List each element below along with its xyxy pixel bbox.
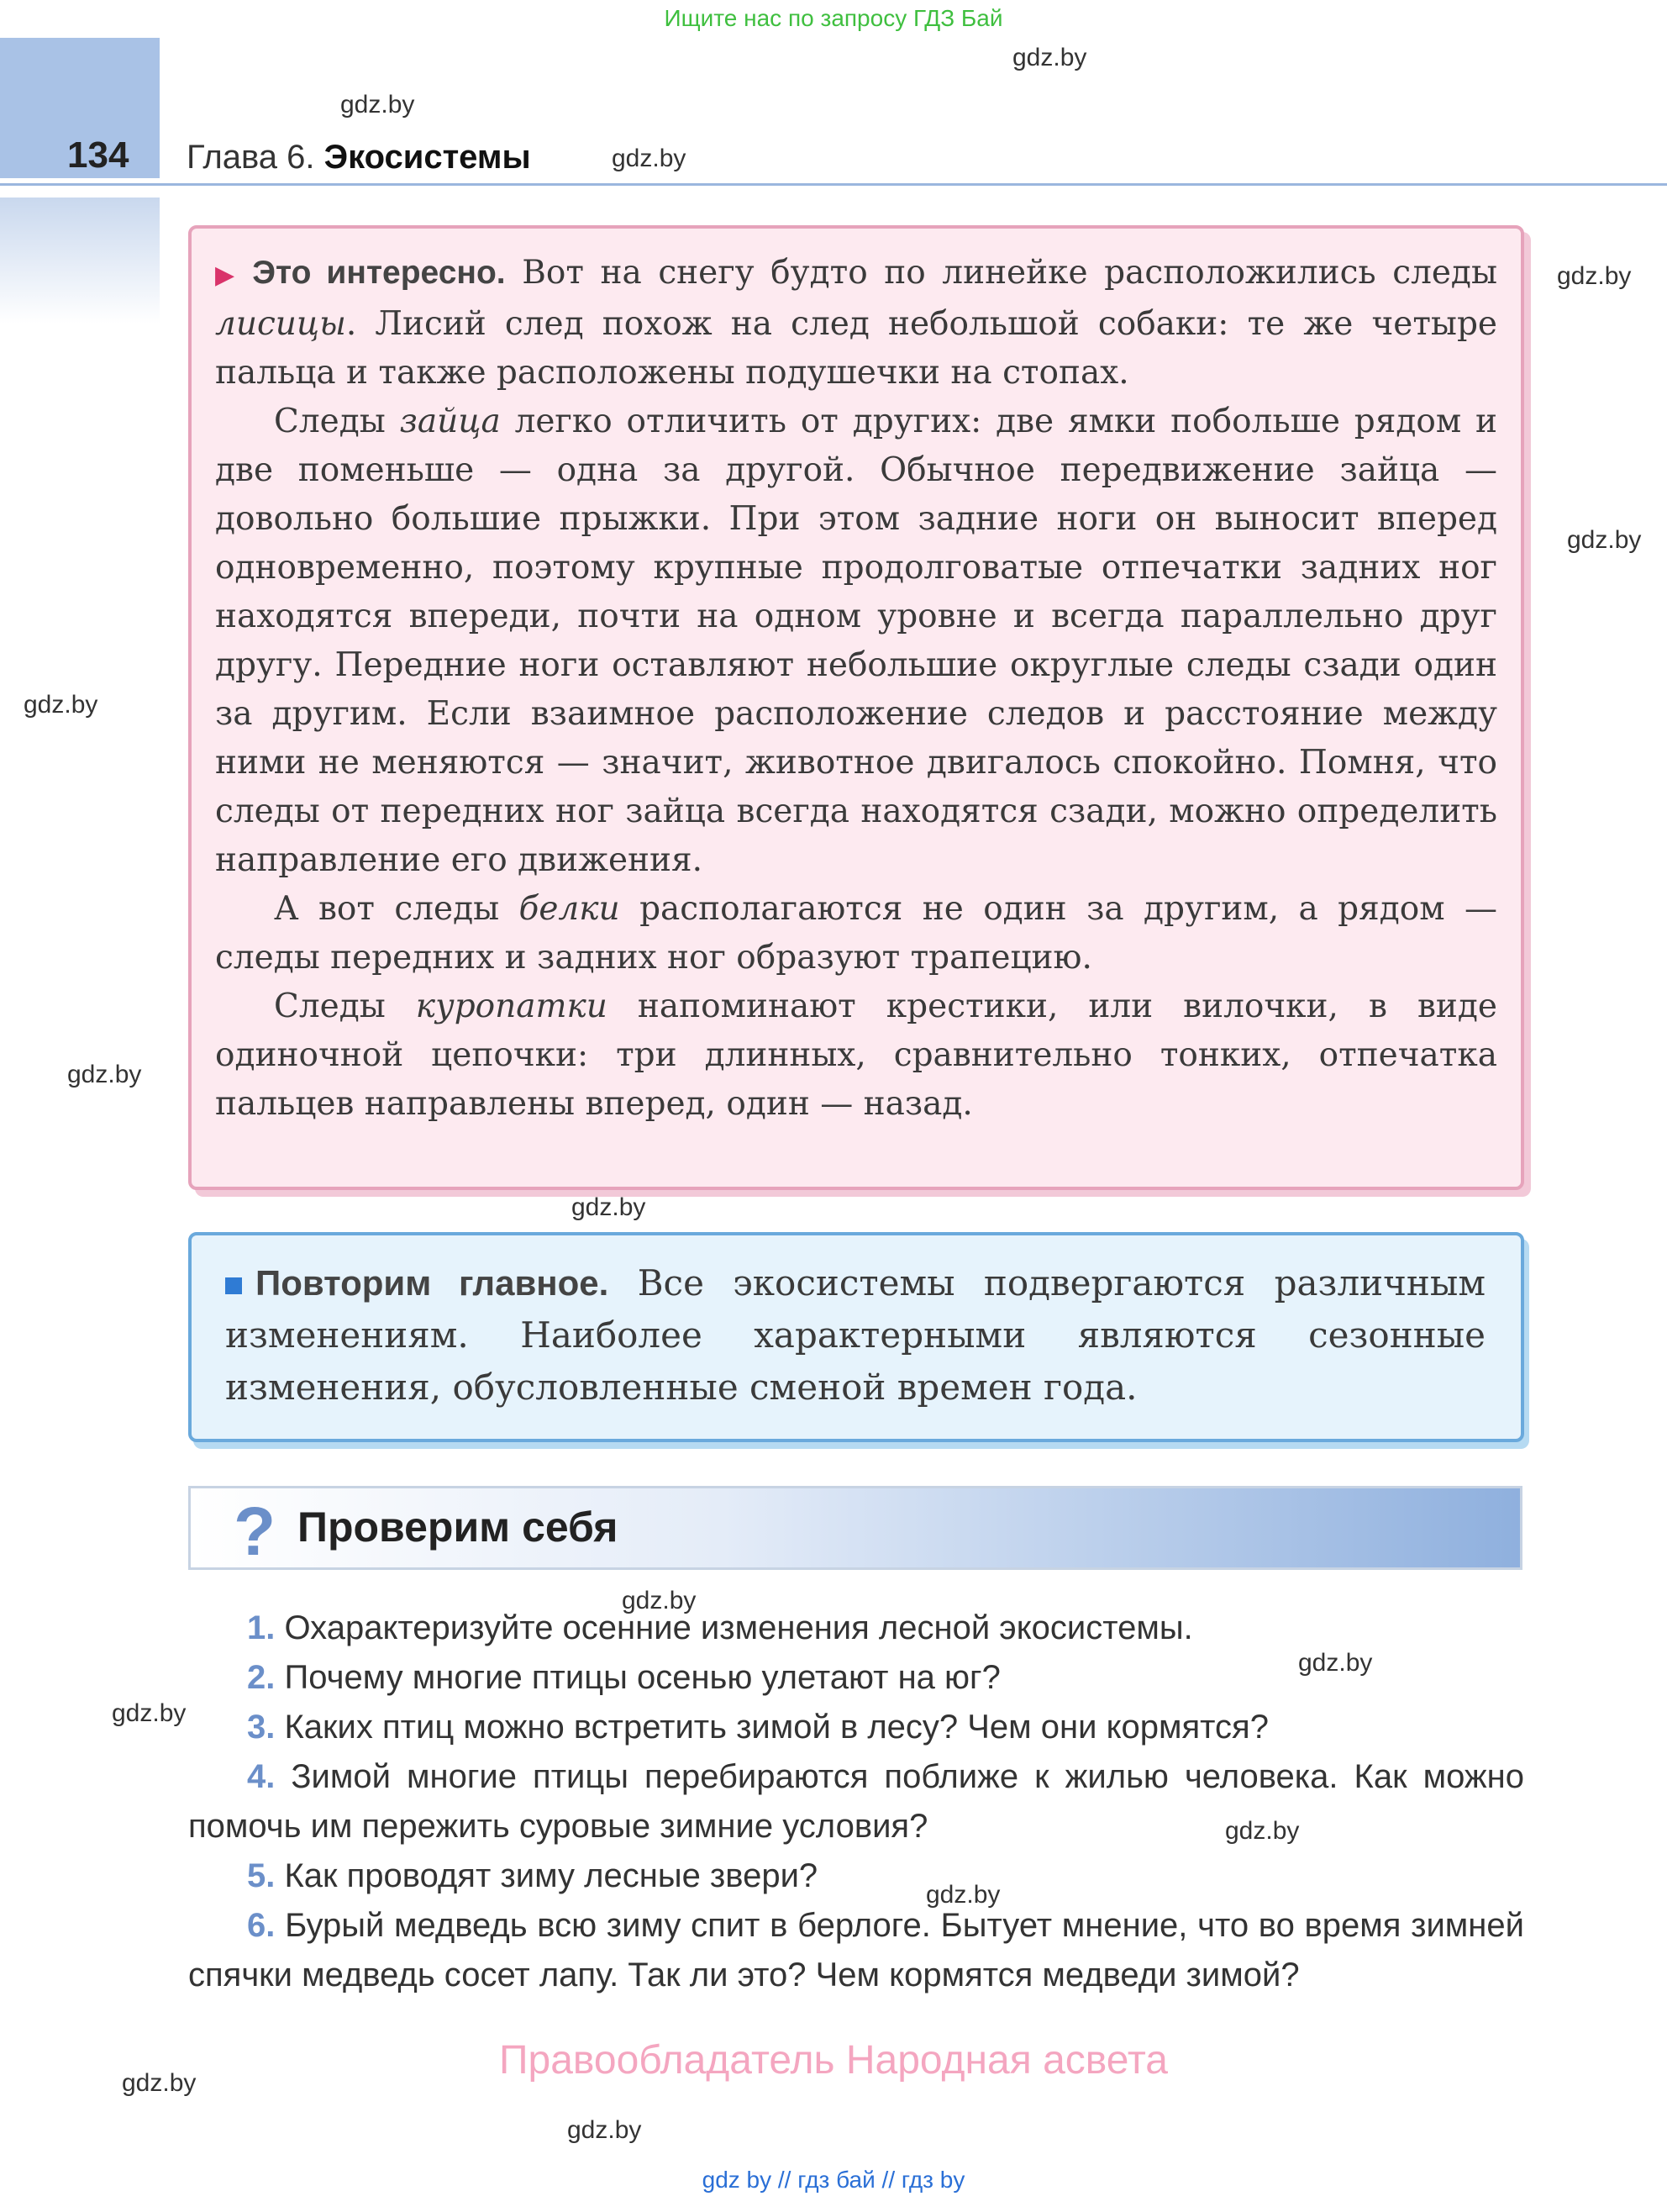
question-item (188, 1851, 1524, 1901)
term-hare: зайца (399, 403, 501, 440)
copyright-holder: Правообладатель Народная асвета (499, 2038, 1168, 2083)
bottom-links[interactable]: gdz by // гдз бай // гдз by (702, 2167, 965, 2193)
top-search-note: Ищите нас по запросу ГДЗ Бай (664, 5, 1003, 31)
watermark: gdz.by (571, 1193, 646, 1221)
questions-list (188, 1604, 1524, 2000)
question-number: 5. (247, 1857, 276, 1894)
text-fragment: Следы (274, 988, 416, 1025)
check-yourself-title: Проверим себя (297, 1504, 618, 1551)
chapter-heading (187, 139, 531, 176)
interesting-paragraph (215, 249, 1497, 398)
watermark: gdz.by (612, 145, 686, 172)
text-fragment: А вот следы (274, 890, 519, 928)
question-text: Почему многие птицы осенью улетают на юг? (284, 1659, 1001, 1696)
chapter-prefix: Глава 6. (187, 139, 315, 176)
interesting-paragraph (215, 982, 1497, 1129)
term-fox: лисицы (215, 305, 346, 343)
page-number: 134 (67, 134, 129, 176)
watermark: gdz.by (340, 91, 415, 118)
summary-label: Повторим главное. (255, 1263, 609, 1303)
question-text: Бурый медведь всю зиму спит в берлоге. Бытует мнение, что во время зимней спячки медведь сосет лапу. Так ли это? Чем кормятся медведи зимой? (188, 1907, 1524, 1993)
text-fragment: напоминают крестики, или вилочки, в виде одиночной цепочки: три длинных, сравнительно тонких, отпечатка пальцев направлены вперед, один — назад. (215, 988, 1497, 1123)
question-item (188, 1653, 1524, 1703)
watermark: gdz.by (122, 2069, 197, 2097)
question-item (188, 1901, 1524, 2000)
page-tab-fade (0, 198, 160, 324)
watermark: gdz.by (567, 2116, 642, 2144)
text-fragment: Следы (274, 403, 400, 440)
text-fragment: Вот на снегу будто по линейке расположились следы (522, 254, 1497, 292)
question-item (188, 1752, 1524, 1851)
watermark: gdz.by (24, 691, 98, 719)
summary-body: Все экосистемы подвергаются различным изменениям. Наиболее характерными являются сезонные изменения, обусловленные сменой времен года. (225, 1262, 1486, 1408)
square-marker-icon (225, 1277, 242, 1294)
question-item (188, 1604, 1524, 1653)
interesting-paragraph (215, 398, 1497, 885)
watermark: gdz.by (1557, 262, 1632, 290)
text-fragment: легко отличить от других: две ямки побольше рядом и две поменьше — одна за другой. Обычное передвижение зайца — довольно большие прыжки. При этом задние ноги он выносит вперед одновременно, поэтому крупные продолговатые отпечатки задних ног находятся впереди, почти на одном уровне и всегда параллельно друг другу. Передние ноги оставляют небольшие округлые следы сзади один за другим. Если взаимное расположение следов и расстояние между ними не меняются — значит, животное двигалось спокойно. Помня, что следы от передних ног зайца всегда находятся сзади, можно определить направление его движения. (215, 403, 1497, 879)
question-item (188, 1703, 1524, 1752)
triangle-marker-icon: ▶ (215, 261, 241, 290)
summary-text (225, 1257, 1486, 1414)
watermark: gdz.by (112, 1699, 187, 1727)
watermark: gdz.by (67, 1061, 142, 1088)
chapter-title: Экосистемы (323, 139, 531, 176)
watermark: gdz.by (926, 1881, 1001, 1909)
summary-paragraph (225, 1257, 1486, 1414)
term-squirrel: белки (518, 890, 620, 928)
watermark: gdz.by (1225, 1817, 1300, 1845)
watermark: gdz.by (1298, 1649, 1373, 1677)
question-number: 6. (247, 1907, 276, 1944)
term-partridge: куропатки (415, 988, 607, 1025)
text-fragment: . Лисий след похож на след небольшой собаки: те же четыре пальца и также расположены подушечки на стопах. (215, 305, 1497, 392)
text-fragment: располагаются не один за другим, а рядом — следы передних и задних ног образуют трапецию. (215, 890, 1497, 977)
question-number: 1. (247, 1609, 276, 1646)
question-text: Зимой многие птицы перебираются поближе к жилью человека. Как можно помочь им пережить суровые зимние условия? (188, 1758, 1524, 1845)
question-icon: ? (234, 1493, 276, 1570)
question-text: Охарактеризуйте осенние изменения лесной экосистемы. (284, 1609, 1193, 1646)
question-text: Как проводят зиму лесные звери? (284, 1857, 818, 1894)
question-text: Каких птиц можно встретить зимой в лесу? Чем они кормятся? (284, 1709, 1269, 1746)
question-number: 4. (247, 1758, 276, 1795)
watermark: gdz.by (1012, 44, 1087, 71)
interesting-text (215, 249, 1497, 1129)
interesting-paragraph (215, 885, 1497, 982)
question-number: 2. (247, 1659, 276, 1696)
question-number: 3. (247, 1709, 276, 1746)
watermark: gdz.by (622, 1587, 697, 1614)
watermark: gdz.by (1567, 526, 1642, 554)
interesting-label: Это интересно. (252, 255, 506, 291)
header-divider (0, 183, 1667, 186)
